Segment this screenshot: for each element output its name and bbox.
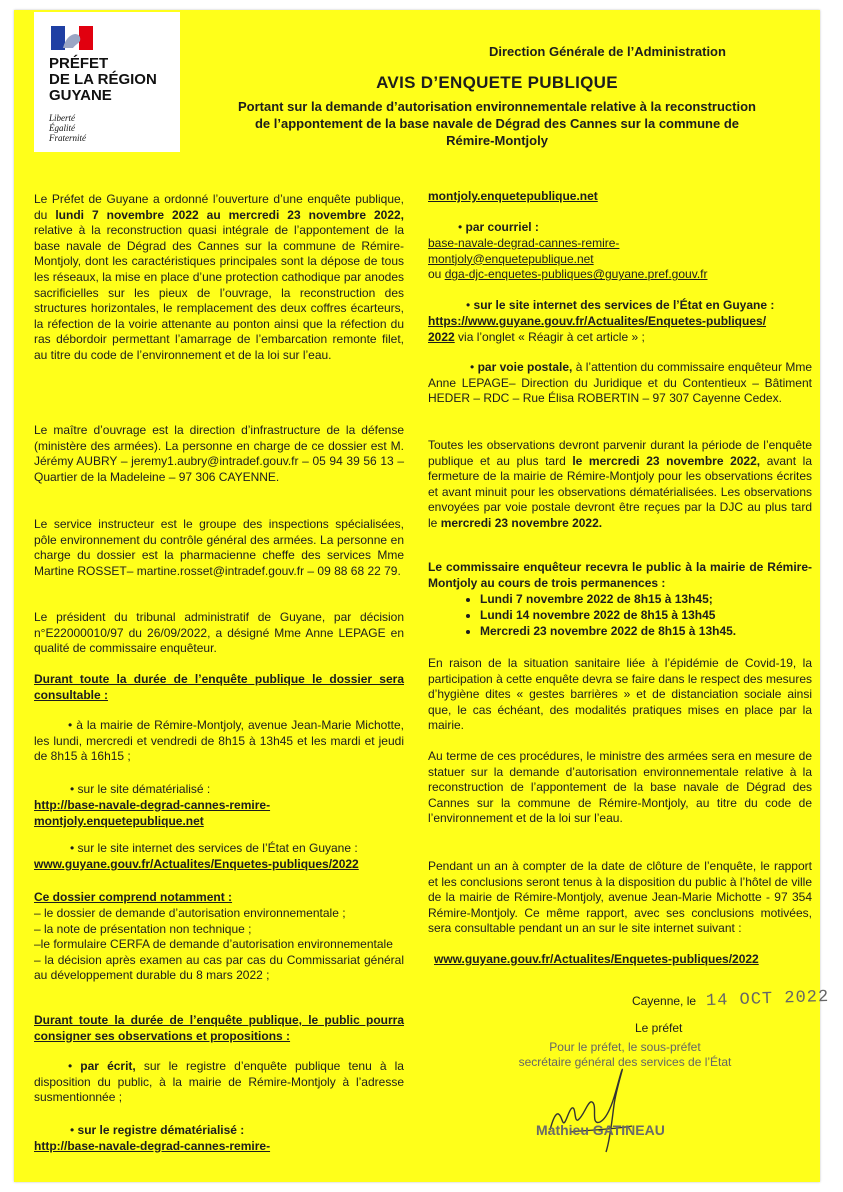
list-item: • Lundi 14 novembre 2022 de 8h15 à 13h45: [480, 607, 736, 623]
courriel-link-2[interactable]: montjoly@enquetepublique.net: [428, 251, 594, 266]
list-item: – la décision après examen au cas par cas du Commissariat général au développement durable du 8 mars 2022 ;: [34, 952, 404, 983]
site-etat-link[interactable]: www.guyane.gouv.fr/Actualites/Enquetes-publiques/2022: [34, 857, 359, 871]
president-paragraph: Le président du tribunal administratif de Guyane, par décision n°E22000010/97 du 26/09/2022, a désigné Mme Anne LEPAGE en qualité de commissaire enquêteur.: [34, 610, 404, 656]
maitre-ouvrage-paragraph: Le maître d’ouvrage est la direction d’infrastructure de la défense (ministère des armées). La personne en charge de ce dossier est M. Jérémy AUBRY – jeremy1.aubry@intradef.gouv.fr – 05 94 39 56 13 – Quartier de la Madeleine – 97 306 CAYENNE.: [34, 423, 404, 484]
consultation-heading: Durant toute la durée de l’enquête publique le dossier sera consultable :: [34, 672, 404, 702]
intro-paragraph: Le Préfet de Guyane a ordonné l’ouverture d’une enquête publique, du lundi 7 novembre 2022 au mercredi 23 novembre 2022, relative à la reconstruction quasi intégrale de l’appontement de la base navale de Dégrad des Cannes sur la commune de Rémire-Montjoly, dont les caractéristiques principales sont la dépose de tous les réseaux, la mise en place d’une protection cathodique par anodes sacrificielles sur les pieux de l’ouvrage, la reconstruction des structures horizontales, le remplacement des deux coffres écarteurs, la réfection de la voirie attenante au ponton ainsi que la réfection du ras débordoir permettant l’amarrage de l’embarcation remonte filet, au titre du code de l’environnement et de la loi sur l’eau.: [34, 192, 405, 362]
service-instructeur-paragraph: Le service instructeur est le groupe des inspections spécialisées, pôle environnement du contrôle général des armées. La personne en charge du dossier est la pharmacienne cheffe des services Mme Martine ROSSET– martine.rosset@intradef.gouv.fr – 09 88 68 22 79.: [34, 517, 404, 578]
cloture-link[interactable]: www.guyane.gouv.fr/Actualites/Enquetes-publiques/2022: [434, 952, 759, 966]
courriel-label-row: • par courriel :: [458, 220, 539, 234]
list-item: – le dossier de demande d’autorisation environnementale ;: [34, 906, 346, 920]
list-item: –le formulaire CERFA de demande d’autorisation environnementale: [34, 937, 393, 952]
permanences-list: [458, 591, 736, 639]
signature-role: Le préfet: [635, 1021, 683, 1035]
mairie-hours: • à la mairie de Rémire-Montjoly, avenue Jean-Marie Michotte, les lundi, mercredi et vendredi de 8h15 à 13h45 et les mardi et jeudi de 8h15 à 16h15 ;: [34, 718, 404, 764]
handwritten-signature: [540, 1060, 650, 1155]
courriel-link-3[interactable]: dga-djc-enquetes-publiques@guyane.pref.gouv.fr: [444, 267, 708, 282]
signature-date-stamp: 14 OCT 2022: [705, 987, 830, 1012]
courriel-link-1[interactable]: base-navale-degrad-cannes-remire-: [428, 236, 620, 250]
covid-paragraph: En raison de la situation sanitaire liée à l’épidémie de Covid-19, la participation à cette enquête devra se faire dans le respect des mesures d’hygiène dites « gestes barrières » et de distanciation sociale ainsi que, le cas échéant, des modalités pratiques mises en place par la mairie.: [428, 656, 812, 733]
direction-heading: Direction Générale de l’Administration: [489, 44, 726, 59]
delegation-stamp: Pour le préfet, le sous-préfet secrétaire général des services de l’État: [518, 1040, 732, 1069]
dematerialise-link[interactable]: http://base-navale-degrad-cannes-remire- montjoly.enquetepublique.net: [34, 798, 271, 828]
dossier-list: [34, 906, 404, 984]
par-ecrit-paragraph: • par écrit, sur le registre d’enquête publique tenu à la disposition du public, à la mairie de Rémire-Montjoly à l’adresse susmentionnée ;: [34, 1059, 404, 1105]
signature-city: Cayenne, le: [632, 994, 697, 1008]
registre-link[interactable]: http://base-navale-degrad-cannes-remire-: [34, 1139, 271, 1153]
list-item: • Lundi 7 novembre 2022 de 8h15 à 13h45;: [480, 591, 736, 607]
cloture-paragraph: Pendant un an à compter de la date de clôture de l’enquête, le rapport et les conclusions seront tenus à la disposition du public à l’hôtel de ville de la mairie de Rémire-Montjoly, avenue Jean-Marie Michotte - 97 354 Rémire-Montjoly. Ce même rapport, avec ses conclusions motivées, sera consultable pendant un an sur le site internet suivant :: [428, 859, 812, 936]
republic-motto: Liberté Égalité Fraternité: [49, 113, 86, 143]
prefecture-logo: [34, 12, 180, 152]
site-etat-label: • sur le site internet des services de l’État en Guyane :: [70, 841, 358, 855]
registre-label-row: • sur le registre dématérialisé :: [70, 1123, 245, 1137]
terme-paragraph: Au terme de ces procédures, le ministre des armées sera en mesure de statuer sur la demande d’autorisation environnementale relative à la reconstruction de l’appontement de la base navale de Dégrad des Cannes sur la commune de Rémire-Montjoly, au titre du code de l’environnement et de la loi sur l’eau.: [428, 749, 812, 826]
prefet-title: PRÉFET DE LA RÉGION GUYANE: [49, 55, 157, 104]
page-subtitle: Portant sur la demande d’autorisation environnementale relative à la reconstruction de l’appontement de la base navale de Dégrad des Cannes sur la commune de Rémire-Montjoly: [238, 99, 756, 148]
signatory-name: Mathieu GATINEAU: [536, 1122, 665, 1138]
marianne-flag-icon: [51, 26, 93, 50]
dossier-heading: Ce dossier comprend notamment :: [34, 890, 233, 904]
site-etat-right-link-row: https://www.guyane.gouv.fr/Actualites/Enquetes-publiques/ 2022 via l’onglet « Réagir à cet article » ;: [428, 314, 812, 345]
courriel-addresses: base-navale-degrad-cannes-remire- montjoly@enquetepublique.net ou dga-djc-enquetes-publiques@guyane.pref.gouv.fr: [428, 236, 812, 283]
dematerialise-label: • sur le site dématérialisé :: [70, 782, 211, 796]
voie-postale-paragraph: • par voie postale, à l’attention du commissaire enquêteur Mme Anne LEPAGE– Direction du Juridique et du Contentieux – Bâtiment HEDER – RDC – Rue Élisa ROBERTIN – 97 307 Cayenne Cedex.: [428, 360, 812, 406]
list-item: – la note de présentation non technique ;: [34, 921, 252, 936]
page-title: AVIS D’ENQUETE PUBLIQUE: [376, 73, 618, 92]
list-item: • Mercredi 23 novembre 2022 de 8h15 à 13h45.: [480, 623, 736, 639]
site-etat-right-label: • sur le site internet des services de l’État en Guyane :: [466, 298, 775, 312]
registre-link-continued[interactable]: montjoly.enquetepublique.net: [428, 189, 598, 203]
observations-deadline-paragraph: Toutes les observations devront parvenir durant la période de l’enquête publique et au plus tard le mercredi 23 novembre 2022, avant la fermeture de la mairie de Rémire-Montjoly pour les observations écrites et avant minuit pour les observations dématérialisées. Les observations envoyées par voie postale devront être reçues par la DJC au plus tard le mercredi 23 novembre 2022.: [428, 438, 812, 530]
permanences-heading: Le commissaire enquêteur recevra le public à la mairie de Rémire-Montjoly au cours de trois permanences :: [428, 560, 812, 590]
observations-heading: Durant toute la durée de l’enquête publique, le public pourra consigner ses observations et propositions :: [34, 1013, 404, 1043]
site-etat-right-link[interactable]: https://www.guyane.gouv.fr/Actualites/Enquetes-publiques/: [428, 314, 767, 328]
